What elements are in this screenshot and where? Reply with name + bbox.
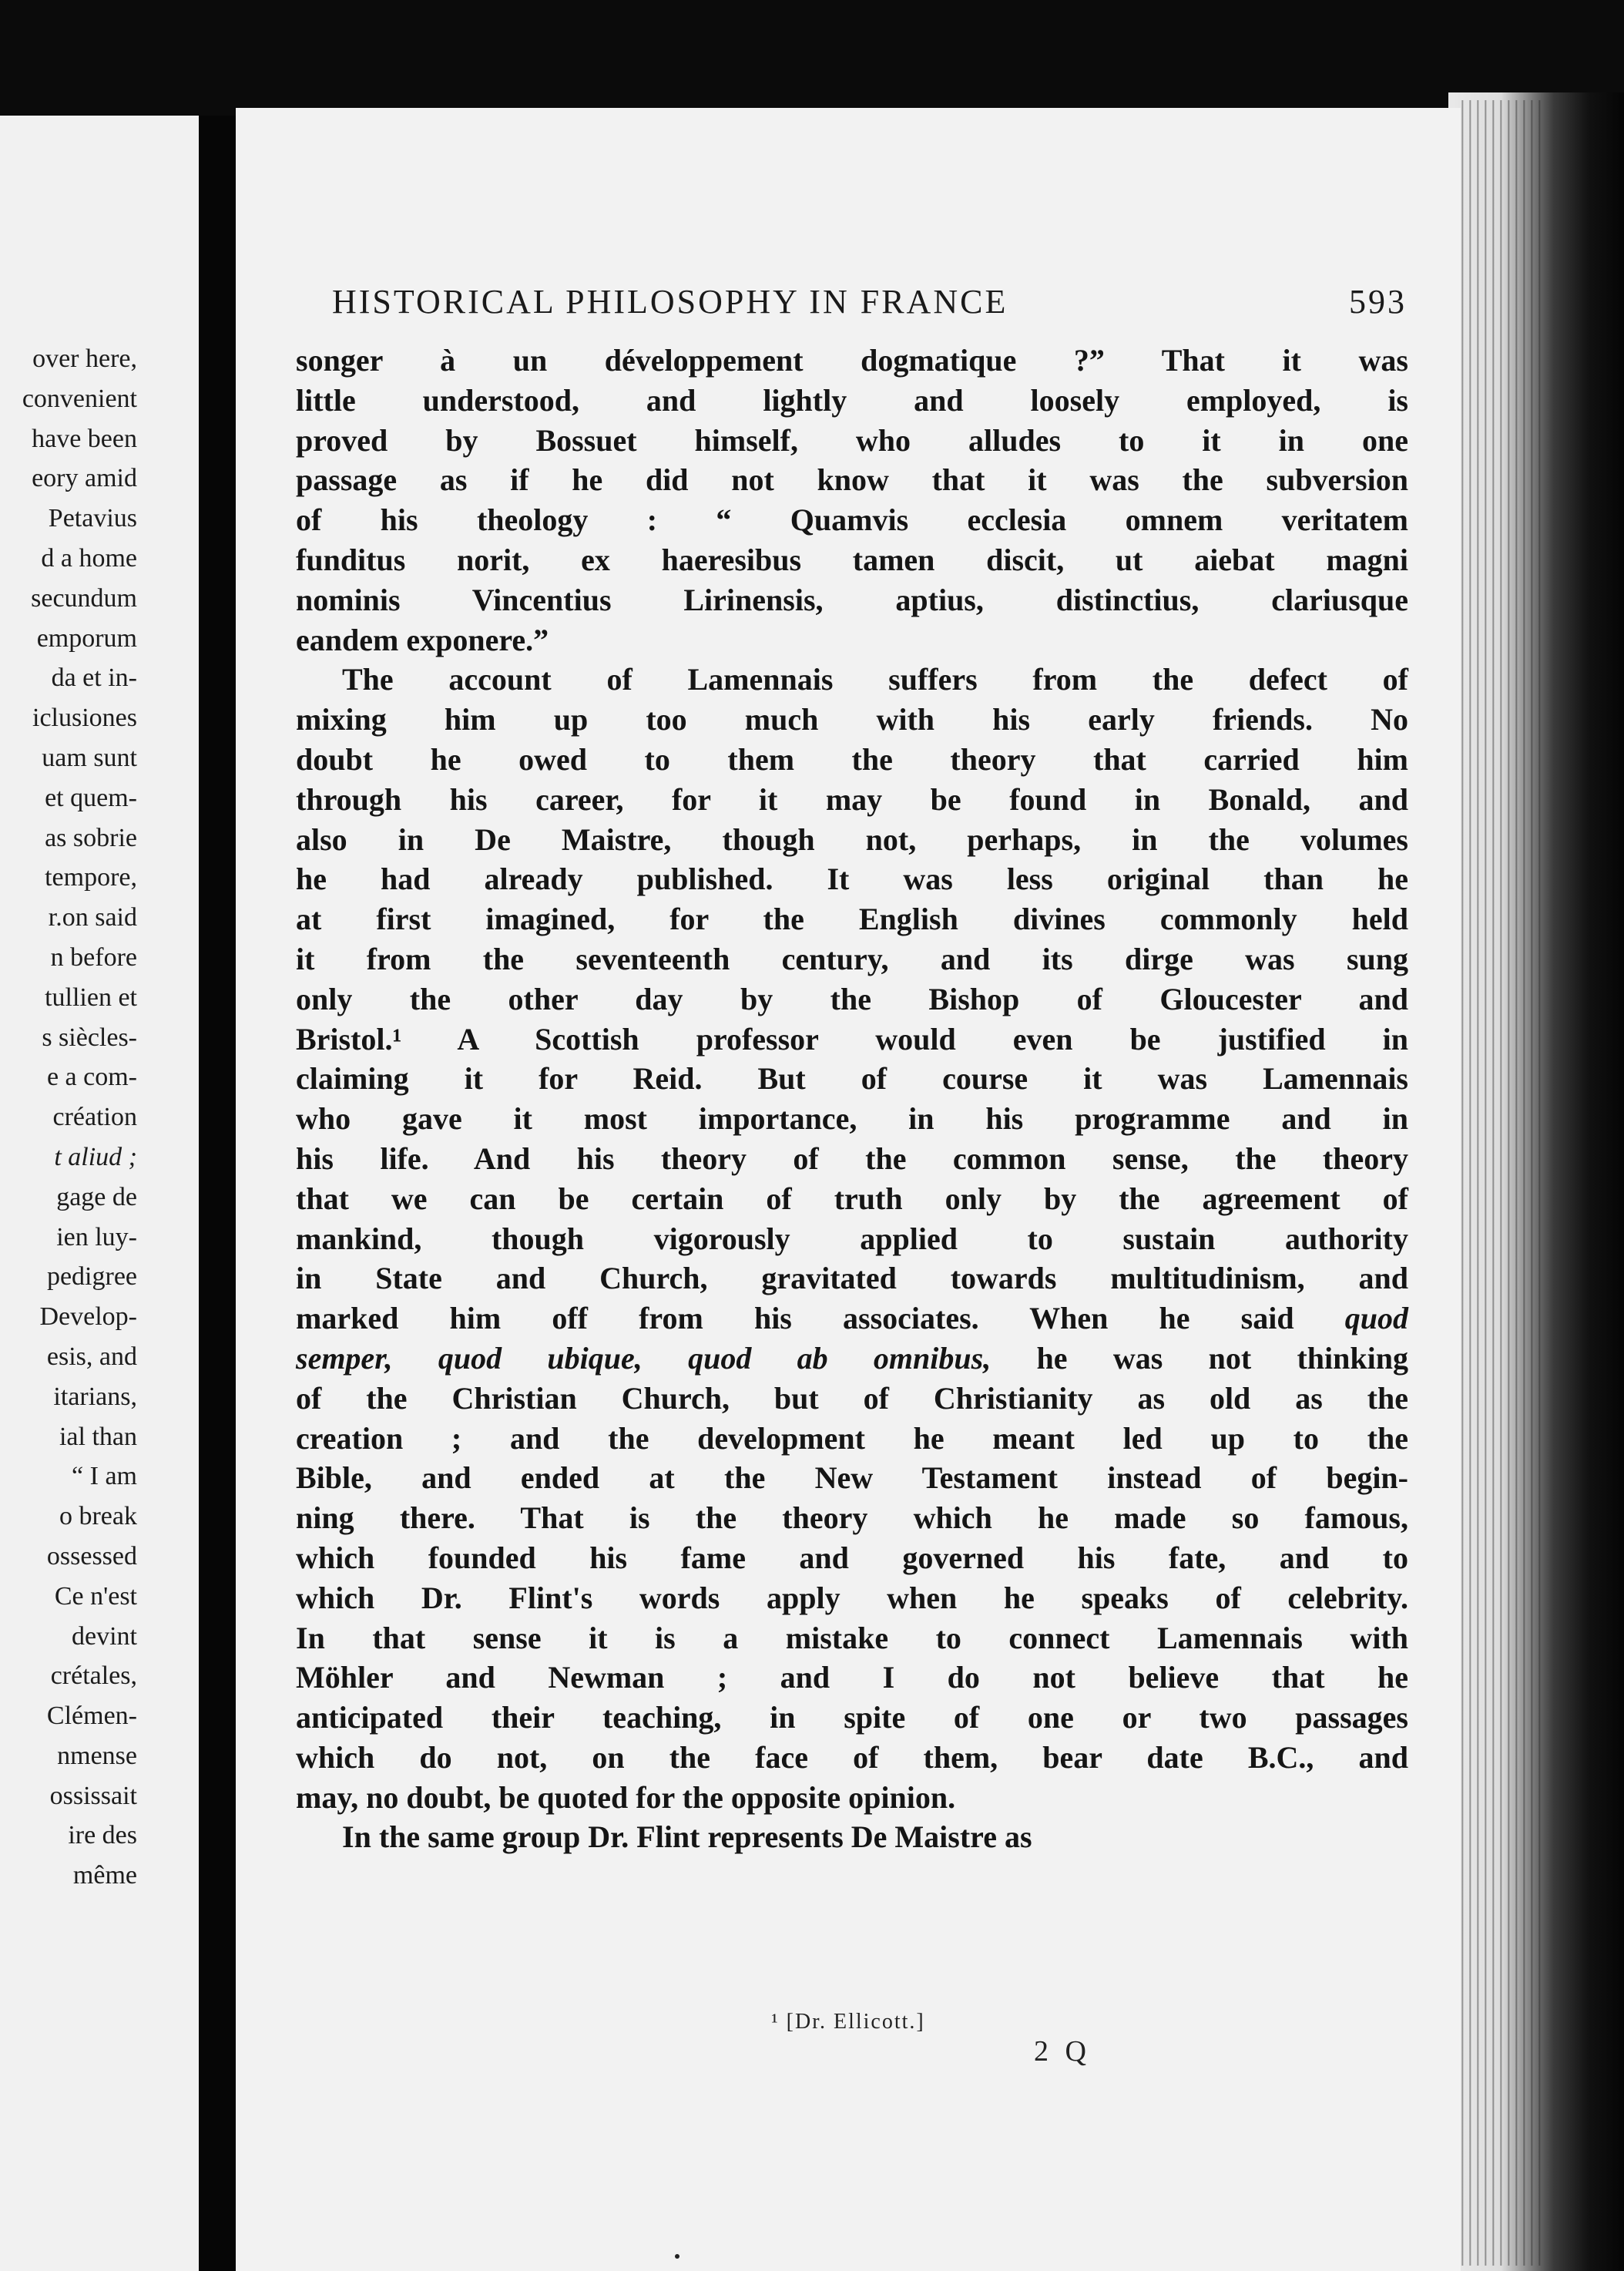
- facing-page-line: tempore,: [45, 863, 137, 892]
- text-line: of his theology : “ Quamvis ecclesia omnem veritatem: [296, 502, 1408, 538]
- facing-page-line: ossessed: [46, 1541, 137, 1571]
- facing-page-line: eory amid: [32, 464, 137, 493]
- facing-page-line: Clémen-: [46, 1702, 137, 1731]
- text-line: which founded his fame and governed his fate, and to: [296, 1540, 1408, 1575]
- text-line: who gave it most importance, in his programme and in: [296, 1101, 1408, 1137]
- text-line: it from the seventeenth century, and its dirge was sung: [296, 941, 1408, 976]
- facing-page-line: t aliud ;: [54, 1142, 137, 1171]
- page-speck: [675, 2254, 679, 2259]
- facing-page-line: o break: [59, 1502, 137, 1531]
- text-line: songer à un développement dogmatique ?” That it was: [296, 343, 1408, 378]
- text-line: his life. And his theory of the common sense, the theory: [296, 1141, 1408, 1176]
- text-line: claiming it for Reid. But of course it was Lamennais: [296, 1061, 1408, 1097]
- text-line: In that sense it is a mistake to connect Lamennais with: [296, 1620, 1408, 1655]
- facing-page-line: même: [72, 1861, 137, 1890]
- facing-page-line: da et in-: [51, 663, 137, 693]
- text-line: The account of Lamennais suffers from the defect of: [342, 662, 1408, 697]
- facing-page-line: have been: [32, 424, 137, 453]
- facing-page-line: secundum: [31, 583, 137, 613]
- text-line: that we can be certain of truth only by the agreement of: [296, 1181, 1408, 1216]
- text-line: also in De Maistre, though not, perhaps, in the volumes: [296, 821, 1408, 857]
- facing-page-line: d a home: [41, 543, 137, 573]
- text-line: may, no doubt, be quoted for the opposite opinion.: [296, 1779, 956, 1815]
- italic-phrase: semper, quod ubique, quod ab omnibus,: [296, 1340, 992, 1376]
- text-line: through his career, for it may be found in Bonald, and: [296, 781, 1408, 817]
- facing-page-line: “ I am: [72, 1462, 137, 1491]
- text-line: little understood, and lightly and loosely employed, is: [296, 382, 1408, 418]
- text-line: ning there. That is the theory which he made so famous,: [296, 1500, 1408, 1536]
- facing-page-line: Petavius: [48, 504, 137, 533]
- running-title: HISTORICAL PHILOSOPHY IN FRANCE: [332, 283, 1008, 321]
- text-line: of the Christian Church, but of Christianity as old as the: [296, 1380, 1408, 1416]
- text-line: in State and Church, gravitated towards multitudinism, and: [296, 1261, 1408, 1296]
- text-line: Bristol.¹ A Scottish professor would even be justified in: [296, 1021, 1408, 1057]
- book-gutter: [199, 116, 236, 2271]
- facing-page-line: Develop-: [39, 1302, 137, 1332]
- facing-page-line: création: [52, 1103, 137, 1132]
- facing-page-line: ien luy-: [56, 1222, 137, 1251]
- facing-page-line: over here,: [32, 344, 137, 373]
- text-line: nominis Vincentius Lirinensis, aptius, distinctius, clariusque: [296, 582, 1408, 617]
- italic-phrase: quod: [1344, 1301, 1408, 1336]
- facing-page-line: crétales,: [50, 1661, 137, 1691]
- facing-page-line: Ce n'est: [54, 1581, 137, 1611]
- text-line: which Dr. Flint's words apply when he speaks of celebrity.: [296, 1580, 1408, 1615]
- facing-page-line: esis, and: [46, 1342, 137, 1371]
- text-line: Möhler and Newman ; and I do not believe that he: [296, 1660, 1408, 1695]
- facing-page-line: nmense: [57, 1741, 137, 1770]
- signature-mark: 2 Q: [1034, 2035, 1091, 2068]
- facing-page-line: s siècles-: [42, 1023, 137, 1052]
- page-edge-stripes: [1456, 100, 1541, 2266]
- facing-page-line: iclusiones: [32, 704, 137, 733]
- text-line: passage as if he did not know that it was the subversion: [296, 462, 1408, 498]
- facing-page-line: n before: [50, 942, 137, 972]
- text-line: [296, 1339, 1408, 1379]
- text-segment: he was not thinking: [991, 1340, 1408, 1376]
- footnote: ¹ [Dr. Ellicott.]: [771, 2010, 925, 2034]
- facing-page-line: gage de: [56, 1182, 137, 1211]
- facing-page-line: e a com-: [46, 1063, 137, 1092]
- page-number: 593: [1349, 283, 1407, 321]
- text-line: which do not, on the face of them, bear date B.C., and: [296, 1739, 1408, 1775]
- facing-page-line: tullien et: [45, 983, 137, 1012]
- text-segment: marked him off from his associates. When he said: [296, 1301, 1345, 1336]
- text-line: proved by Bossuet himself, who alludes to it in one: [296, 422, 1408, 458]
- text-line: mixing him up too much with his early friends. No: [296, 702, 1408, 737]
- facing-page-line: r.on said: [48, 903, 137, 932]
- facing-page-line: ial than: [59, 1422, 137, 1451]
- text-line: creation ; and the development he meant led up to the: [296, 1420, 1408, 1456]
- text-line: at first imagined, for the English divines commonly held: [296, 902, 1408, 937]
- facing-page-line: itarians,: [53, 1382, 137, 1411]
- body-text: [296, 341, 1408, 1857]
- facing-page-text: [0, 339, 199, 1896]
- facing-page-line: pedigree: [46, 1262, 137, 1292]
- facing-page-line: et quem-: [45, 783, 137, 812]
- text-line: doubt he owed to them the theory that carried him: [296, 741, 1408, 777]
- facing-page-line: ire des: [68, 1821, 137, 1850]
- facing-page-line: convenient: [22, 384, 137, 413]
- text-line: only the other day by the Bishop of Gloucester and: [296, 981, 1408, 1016]
- book-page: [236, 108, 1461, 2271]
- text-line: [296, 1298, 1408, 1339]
- text-line: anticipated their teaching, in spite of one or two passages: [296, 1700, 1408, 1735]
- facing-page-line: ossissait: [49, 1781, 137, 1810]
- facing-page-line: emporum: [36, 623, 137, 653]
- text-line: In the same group Dr. Flint represents De Maistre as: [342, 1819, 1032, 1855]
- text-line: mankind, though vigorously applied to sustain authority: [296, 1221, 1408, 1256]
- text-line: Bible, and ended at the New Testament instead of begin-: [296, 1460, 1408, 1496]
- facing-page-left: [0, 116, 199, 2271]
- facing-page-line: as sobrie: [45, 823, 137, 852]
- text-line: he had already published. It was less original than he: [296, 862, 1408, 897]
- facing-page-line: devint: [72, 1621, 137, 1651]
- text-line: eandem exponere.”: [296, 622, 549, 657]
- running-head: [332, 279, 1407, 325]
- text-line: funditus norit, ex haeresibus tamen discit, ut aiebat magni: [296, 542, 1408, 577]
- facing-page-line: uam sunt: [42, 743, 137, 772]
